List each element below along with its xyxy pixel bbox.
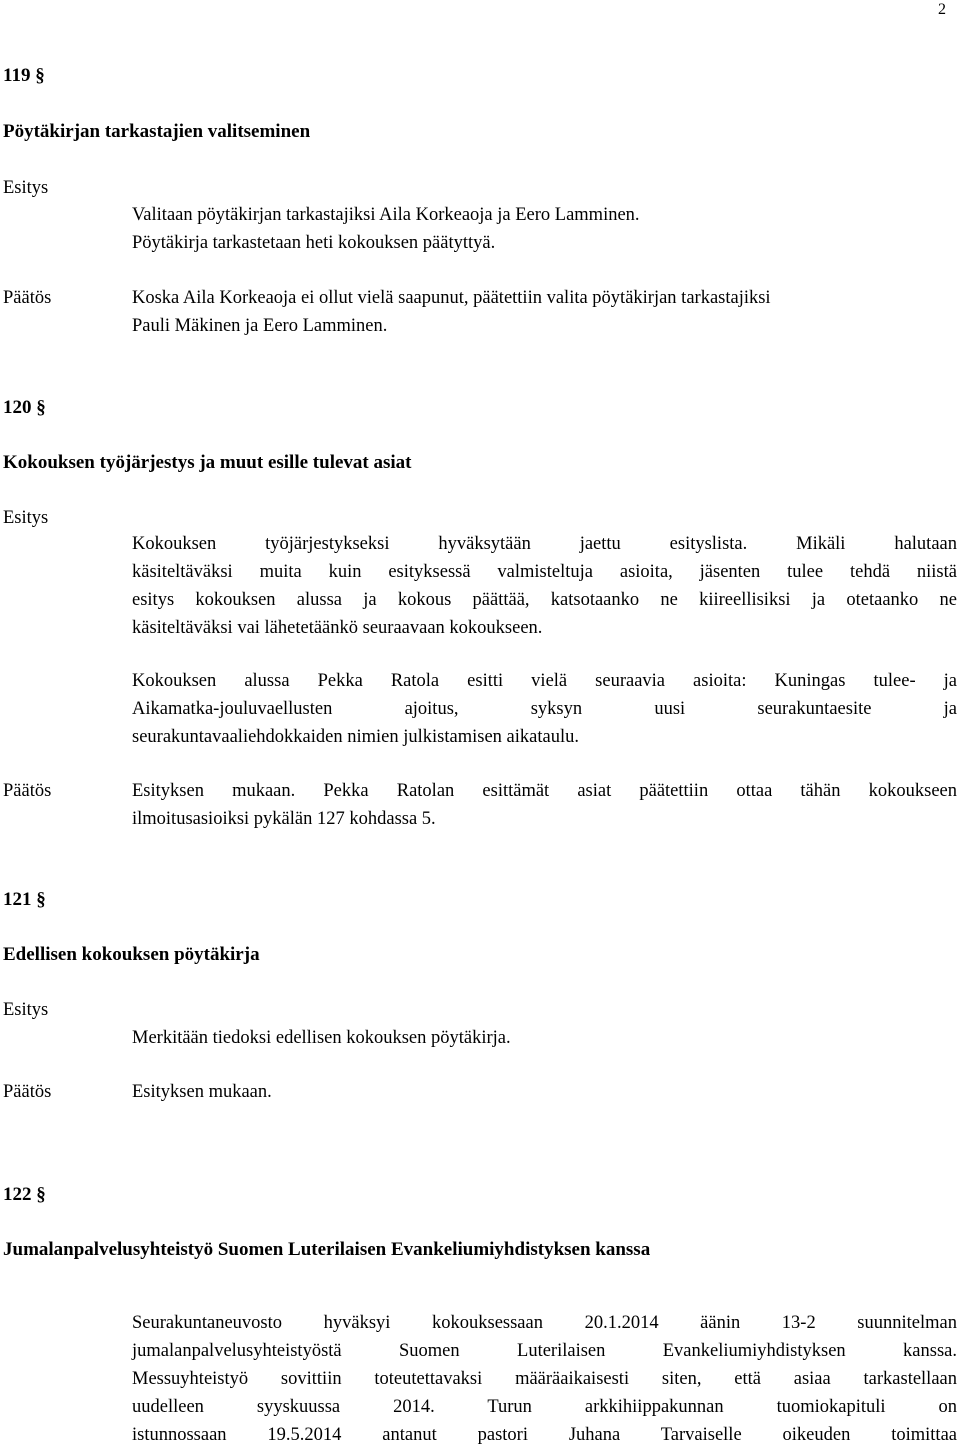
text-line: Seurakuntaneuvosto hyväksyi kokouksessaan 20.1.2014 äänin 13-2 suunnitelman	[132, 1313, 957, 1333]
paatos-text	[132, 777, 957, 833]
section-number: 122 §	[3, 1184, 46, 1205]
text-line: käsiteltäväksi vai lähetetäänkö seuraavaan kokoukseen.	[132, 618, 543, 638]
section-number: 121 §	[3, 889, 46, 910]
text-line: Kokouksen työjärjestykseksi hyväksytään jaettu esityslista. Mikäli halutaan	[132, 534, 957, 554]
text-line: Valitaan pöytäkirjan tarkastajiksi Aila Korkeaoja ja Eero Lamminen.	[132, 205, 640, 225]
esitys-text	[132, 1024, 957, 1052]
text-line: Kokouksen alussa Pekka Ratola esitti vielä seuraavia asioita: Kuningas tulee- ja	[132, 671, 957, 691]
text-line: Pöytäkirja tarkastetaan heti kokouksen päätyttyä.	[132, 233, 496, 253]
esitys-label: Esitys	[3, 1000, 49, 1020]
text-line: Aikamatka-jouluvaellusten ajoitus, syksyn uusi seurakuntaesite ja	[132, 699, 957, 719]
text-line: Pauli Mäkinen ja Eero Lamminen.	[132, 316, 388, 336]
text-line: uudelleen syyskuussa 2014. Turun arkkihiippakunnan tuomiokapituli on	[132, 1397, 957, 1417]
text-line: Esityksen mukaan.	[132, 1082, 272, 1102]
paatos-label: Päätös	[3, 1082, 52, 1102]
text-line: Koska Aila Korkeaoja ei ollut vielä saapunut, päätettiin valita pöytäkirjan tarkastajiksi	[132, 288, 771, 308]
esitys-text	[132, 530, 957, 642]
page-number: 2	[938, 1, 946, 18]
text-line: Messuyhteistyö sovittiin toteutettavaksi määräaikaisesti siten, että asiaa tarkastellaan	[132, 1369, 957, 1389]
esitys-text	[132, 201, 957, 257]
section-title: Jumalanpalvelusyhteistyö Suomen Luterilaisen Evankeliumiyhdistyksen kanssa	[3, 1239, 651, 1260]
paatos-label: Päätös	[3, 781, 52, 801]
body-text	[132, 1309, 957, 1449]
paatos-text	[132, 284, 957, 340]
text-line: käsiteltäväksi muita kuin esityksessä valmisteltuja asioita, jäsenten tulee tehdä niistä	[132, 562, 957, 582]
text-line: ilmoitusasioiksi pykälän 127 kohdassa 5.	[132, 809, 436, 829]
text-line: Esityksen mukaan. Pekka Ratolan esittämät asiat päätettiin ottaa tähän kokoukseen	[132, 781, 957, 801]
section-number: 120 §	[3, 397, 46, 418]
text-line: esitys kokouksen alussa ja kokous päättää, katsotaanko ne kiireellisiksi ja otetaanko ne	[132, 590, 957, 610]
section-number: 119 §	[3, 65, 45, 86]
section-title: Edellisen kokouksen pöytäkirja	[3, 944, 260, 965]
text-line: Merkitään tiedoksi edellisen kokouksen pöytäkirja.	[132, 1028, 511, 1048]
text-line: jumalanpalvelusyhteistyöstä Suomen Luterilaisen Evankeliumiyhdistyksen kanssa.	[132, 1341, 957, 1361]
section-title: Kokouksen työjärjestys ja muut esille tulevat asiat	[3, 452, 412, 473]
text-line: seurakuntavaaliehdokkaiden nimien julkistamisen aikataulu.	[132, 727, 579, 747]
esitys-label: Esitys	[3, 178, 49, 198]
section-title: Pöytäkirjan tarkastajien valitseminen	[3, 121, 311, 142]
text-line: istunnossaan 19.5.2014 antanut pastori Juhana Tarvaiselle oikeuden toimittaa	[132, 1425, 957, 1445]
paatos-label: Päätös	[3, 288, 52, 308]
esitys-text-continued	[132, 667, 957, 751]
esitys-label: Esitys	[3, 508, 49, 528]
paatos-text	[132, 1078, 957, 1106]
